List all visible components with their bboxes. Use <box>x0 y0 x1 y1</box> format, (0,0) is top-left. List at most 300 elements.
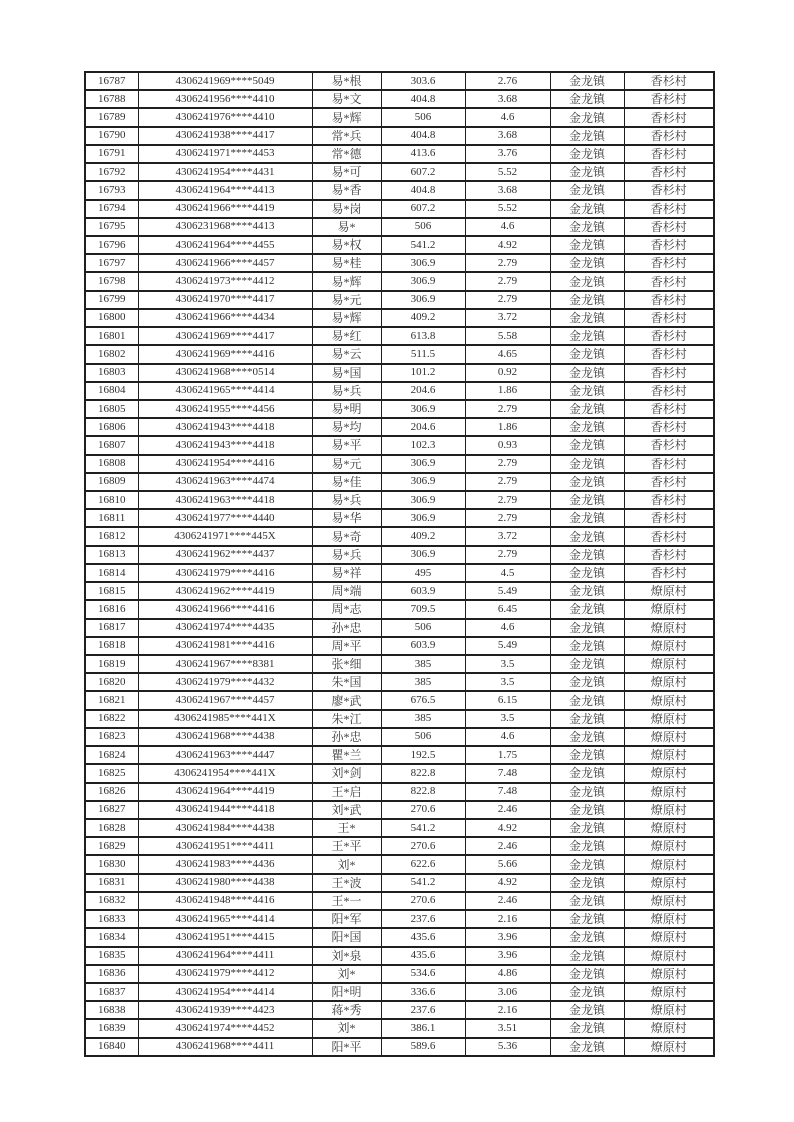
village-cell: 香杉村 <box>624 272 714 290</box>
secondary-amount-cell: 5.49 <box>465 582 550 600</box>
town-cell: 金龙镇 <box>550 728 624 746</box>
table-row <box>85 145 714 163</box>
amount-cell: 306.9 <box>381 291 465 309</box>
secondary-amount-cell: 3.5 <box>465 710 550 728</box>
village-cell: 燎原村 <box>624 691 714 709</box>
serial-number-cell: 16836 <box>85 965 138 983</box>
table-row <box>85 746 714 764</box>
table-row <box>85 728 714 746</box>
table-row <box>85 801 714 819</box>
village-cell: 香杉村 <box>624 181 714 199</box>
masked-id-cell: 4306241985****441X <box>138 710 312 728</box>
village-cell: 燎原村 <box>624 582 714 600</box>
masked-name-cell: 易* <box>312 218 381 236</box>
village-cell: 香杉村 <box>624 400 714 418</box>
masked-id-cell: 4306241974****4435 <box>138 619 312 637</box>
amount-cell: 435.6 <box>381 928 465 946</box>
serial-number-cell: 16807 <box>85 436 138 454</box>
amount-cell: 541.2 <box>381 236 465 254</box>
serial-number-cell: 16830 <box>85 855 138 873</box>
masked-name-cell: 孙*忠 <box>312 728 381 746</box>
table-row <box>85 418 714 436</box>
secondary-amount-cell: 2.16 <box>465 1001 550 1019</box>
table-row <box>85 947 714 965</box>
masked-name-cell: 阳*国 <box>312 928 381 946</box>
masked-id-cell: 4306241955****4456 <box>138 400 312 418</box>
village-cell: 燎原村 <box>624 874 714 892</box>
serial-number-cell: 16832 <box>85 892 138 910</box>
amount-cell: 409.2 <box>381 309 465 327</box>
town-cell: 金龙镇 <box>550 582 624 600</box>
amount-cell: 204.6 <box>381 418 465 436</box>
masked-id-cell: 4306241973****4412 <box>138 272 312 290</box>
masked-name-cell: 阳*军 <box>312 910 381 928</box>
masked-name-cell: 王*波 <box>312 874 381 892</box>
amount-cell: 495 <box>381 564 465 582</box>
serial-number-cell: 16798 <box>85 272 138 290</box>
serial-number-cell: 16803 <box>85 364 138 382</box>
amount-cell: 404.8 <box>381 181 465 199</box>
town-cell: 金龙镇 <box>550 163 624 181</box>
table-row <box>85 582 714 600</box>
village-cell: 香杉村 <box>624 291 714 309</box>
serial-number-cell: 16815 <box>85 582 138 600</box>
masked-id-cell: 4306241971****445X <box>138 527 312 545</box>
serial-number-cell: 16812 <box>85 527 138 545</box>
masked-name-cell: 易*平 <box>312 436 381 454</box>
secondary-amount-cell: 6.15 <box>465 691 550 709</box>
table-row <box>85 527 714 545</box>
serial-number-cell: 16816 <box>85 600 138 618</box>
secondary-amount-cell: 7.48 <box>465 783 550 801</box>
town-cell: 金龙镇 <box>550 1038 624 1056</box>
town-cell: 金龙镇 <box>550 236 624 254</box>
masked-name-cell: 廖*武 <box>312 691 381 709</box>
village-cell: 香杉村 <box>624 218 714 236</box>
masked-id-cell: 4306241964****4455 <box>138 236 312 254</box>
secondary-amount-cell: 5.52 <box>465 163 550 181</box>
village-cell: 香杉村 <box>624 527 714 545</box>
serial-number-cell: 16801 <box>85 327 138 345</box>
amount-cell: 511.5 <box>381 345 465 363</box>
village-cell: 燎原村 <box>624 637 714 655</box>
masked-name-cell: 易*辉 <box>312 272 381 290</box>
amount-cell: 613.8 <box>381 327 465 345</box>
masked-name-cell: 易*奇 <box>312 527 381 545</box>
village-cell: 香杉村 <box>624 473 714 491</box>
table-row <box>85 655 714 673</box>
secondary-amount-cell: 4.6 <box>465 728 550 746</box>
masked-id-cell: 4306241967****8381 <box>138 655 312 673</box>
village-cell: 燎原村 <box>624 710 714 728</box>
serial-number-cell: 16802 <box>85 345 138 363</box>
town-cell: 金龙镇 <box>550 218 624 236</box>
serial-number-cell: 16799 <box>85 291 138 309</box>
village-cell: 香杉村 <box>624 145 714 163</box>
masked-id-cell: 4306241966****4457 <box>138 254 312 272</box>
table-row <box>85 72 714 90</box>
table-row <box>85 910 714 928</box>
amount-cell: 822.8 <box>381 764 465 782</box>
town-cell: 金龙镇 <box>550 819 624 837</box>
masked-name-cell: 周*端 <box>312 582 381 600</box>
serial-number-cell: 16840 <box>85 1038 138 1056</box>
village-cell: 香杉村 <box>624 418 714 436</box>
serial-number-cell: 16800 <box>85 309 138 327</box>
village-cell: 燎原村 <box>624 855 714 873</box>
village-cell: 香杉村 <box>624 309 714 327</box>
secondary-amount-cell: 4.6 <box>465 218 550 236</box>
masked-name-cell: 刘*武 <box>312 801 381 819</box>
masked-id-cell: 4306241981****4416 <box>138 637 312 655</box>
table-row <box>85 892 714 910</box>
secondary-amount-cell: 2.46 <box>465 801 550 819</box>
amount-cell: 386.1 <box>381 1019 465 1037</box>
masked-name-cell: 易*桂 <box>312 254 381 272</box>
amount-cell: 709.5 <box>381 600 465 618</box>
table-row <box>85 163 714 181</box>
secondary-amount-cell: 3.51 <box>465 1019 550 1037</box>
town-cell: 金龙镇 <box>550 746 624 764</box>
secondary-amount-cell: 2.79 <box>465 546 550 564</box>
amount-cell: 409.2 <box>381 527 465 545</box>
secondary-amount-cell: 3.06 <box>465 983 550 1001</box>
table-row <box>85 236 714 254</box>
town-cell: 金龙镇 <box>550 72 624 90</box>
masked-name-cell: 刘*剑 <box>312 764 381 782</box>
masked-id-cell: 4306241939****4423 <box>138 1001 312 1019</box>
table-row <box>85 837 714 855</box>
town-cell: 金龙镇 <box>550 637 624 655</box>
table-row <box>85 509 714 527</box>
amount-cell: 385 <box>381 655 465 673</box>
serial-number-cell: 16837 <box>85 983 138 1001</box>
secondary-amount-cell: 1.86 <box>465 382 550 400</box>
town-cell: 金龙镇 <box>550 965 624 983</box>
town-cell: 金龙镇 <box>550 764 624 782</box>
amount-cell: 506 <box>381 108 465 126</box>
village-cell: 燎原村 <box>624 819 714 837</box>
village-cell: 香杉村 <box>624 436 714 454</box>
amount-cell: 506 <box>381 728 465 746</box>
table-row <box>85 382 714 400</box>
village-cell: 燎原村 <box>624 801 714 819</box>
masked-name-cell: 易*均 <box>312 418 381 436</box>
table-row <box>85 473 714 491</box>
secondary-amount-cell: 2.79 <box>465 473 550 491</box>
masked-id-cell: 4306241968****4438 <box>138 728 312 746</box>
table-row <box>85 546 714 564</box>
masked-name-cell: 易*元 <box>312 291 381 309</box>
masked-id-cell: 4306231968****4413 <box>138 218 312 236</box>
masked-name-cell: 王* <box>312 819 381 837</box>
serial-number-cell: 16809 <box>85 473 138 491</box>
masked-id-cell: 4306241966****4434 <box>138 309 312 327</box>
amount-cell: 404.8 <box>381 90 465 108</box>
village-cell: 燎原村 <box>624 983 714 1001</box>
amount-cell: 336.6 <box>381 983 465 1001</box>
amount-cell: 676.5 <box>381 691 465 709</box>
secondary-amount-cell: 2.79 <box>465 491 550 509</box>
amount-cell: 306.9 <box>381 400 465 418</box>
secondary-amount-cell: 6.45 <box>465 600 550 618</box>
table-row <box>85 181 714 199</box>
town-cell: 金龙镇 <box>550 272 624 290</box>
masked-id-cell: 4306241966****4419 <box>138 200 312 218</box>
table-row <box>85 364 714 382</box>
secondary-amount-cell: 2.16 <box>465 910 550 928</box>
secondary-amount-cell: 2.46 <box>465 837 550 855</box>
village-cell: 香杉村 <box>624 72 714 90</box>
masked-name-cell: 易*文 <box>312 90 381 108</box>
secondary-amount-cell: 4.92 <box>465 874 550 892</box>
town-cell: 金龙镇 <box>550 108 624 126</box>
serial-number-cell: 16792 <box>85 163 138 181</box>
table-row <box>85 637 714 655</box>
masked-id-cell: 4306241948****4416 <box>138 892 312 910</box>
masked-name-cell: 易*祥 <box>312 564 381 582</box>
town-cell: 金龙镇 <box>550 181 624 199</box>
town-cell: 金龙镇 <box>550 874 624 892</box>
town-cell: 金龙镇 <box>550 783 624 801</box>
masked-id-cell: 4306241979****4412 <box>138 965 312 983</box>
masked-name-cell: 周*平 <box>312 637 381 655</box>
table-row <box>85 1038 714 1056</box>
town-cell: 金龙镇 <box>550 200 624 218</box>
town-cell: 金龙镇 <box>550 127 624 145</box>
masked-id-cell: 4306241954****4416 <box>138 455 312 473</box>
masked-name-cell: 周*志 <box>312 600 381 618</box>
town-cell: 金龙镇 <box>550 673 624 691</box>
masked-name-cell: 易*辉 <box>312 309 381 327</box>
masked-name-cell: 王*平 <box>312 837 381 855</box>
town-cell: 金龙镇 <box>550 1019 624 1037</box>
amount-cell: 506 <box>381 619 465 637</box>
amount-cell: 303.6 <box>381 72 465 90</box>
table-row <box>85 309 714 327</box>
secondary-amount-cell: 3.72 <box>465 309 550 327</box>
amount-cell: 306.9 <box>381 491 465 509</box>
masked-name-cell: 易*兵 <box>312 546 381 564</box>
amount-cell: 306.9 <box>381 272 465 290</box>
amount-cell: 607.2 <box>381 200 465 218</box>
serial-number-cell: 16795 <box>85 218 138 236</box>
village-cell: 香杉村 <box>624 382 714 400</box>
village-cell: 燎原村 <box>624 619 714 637</box>
village-cell: 香杉村 <box>624 491 714 509</box>
masked-name-cell: 易*兵 <box>312 382 381 400</box>
masked-name-cell: 刘* <box>312 855 381 873</box>
serial-number-cell: 16805 <box>85 400 138 418</box>
secondary-amount-cell: 5.52 <box>465 200 550 218</box>
town-cell: 金龙镇 <box>550 947 624 965</box>
secondary-amount-cell: 2.79 <box>465 291 550 309</box>
masked-id-cell: 4306241951****4411 <box>138 837 312 855</box>
town-cell: 金龙镇 <box>550 801 624 819</box>
masked-id-cell: 4306241974****4452 <box>138 1019 312 1037</box>
masked-id-cell: 4306241969****4417 <box>138 327 312 345</box>
secondary-amount-cell: 2.79 <box>465 400 550 418</box>
secondary-amount-cell: 2.46 <box>465 892 550 910</box>
masked-name-cell: 常*兵 <box>312 127 381 145</box>
amount-cell: 270.6 <box>381 801 465 819</box>
secondary-amount-cell: 4.5 <box>465 564 550 582</box>
village-cell: 燎原村 <box>624 673 714 691</box>
village-cell: 燎原村 <box>624 947 714 965</box>
village-cell: 燎原村 <box>624 892 714 910</box>
town-cell: 金龙镇 <box>550 655 624 673</box>
masked-id-cell: 4306241977****4440 <box>138 509 312 527</box>
secondary-amount-cell: 4.6 <box>465 108 550 126</box>
masked-id-cell: 4306241938****4417 <box>138 127 312 145</box>
secondary-amount-cell: 3.68 <box>465 181 550 199</box>
town-cell: 金龙镇 <box>550 309 624 327</box>
serial-number-cell: 16821 <box>85 691 138 709</box>
serial-number-cell: 16818 <box>85 637 138 655</box>
secondary-amount-cell: 0.93 <box>465 436 550 454</box>
table-row <box>85 90 714 108</box>
secondary-amount-cell: 3.96 <box>465 928 550 946</box>
secondary-amount-cell: 2.79 <box>465 455 550 473</box>
secondary-amount-cell: 2.79 <box>465 272 550 290</box>
town-cell: 金龙镇 <box>550 1001 624 1019</box>
table-row <box>85 291 714 309</box>
masked-id-cell: 4306241979****4432 <box>138 673 312 691</box>
town-cell: 金龙镇 <box>550 691 624 709</box>
secondary-amount-cell: 0.92 <box>465 364 550 382</box>
serial-number-cell: 16814 <box>85 564 138 582</box>
table-row <box>85 108 714 126</box>
amount-cell: 102.3 <box>381 436 465 454</box>
amount-cell: 603.9 <box>381 582 465 600</box>
amount-cell: 237.6 <box>381 1001 465 1019</box>
town-cell: 金龙镇 <box>550 491 624 509</box>
amount-cell: 270.6 <box>381 892 465 910</box>
serial-number-cell: 16790 <box>85 127 138 145</box>
secondary-amount-cell: 4.6 <box>465 619 550 637</box>
village-cell: 香杉村 <box>624 455 714 473</box>
masked-name-cell: 易*明 <box>312 400 381 418</box>
table-row <box>85 691 714 709</box>
serial-number-cell: 16825 <box>85 764 138 782</box>
serial-number-cell: 16796 <box>85 236 138 254</box>
serial-number-cell: 16823 <box>85 728 138 746</box>
amount-cell: 385 <box>381 710 465 728</box>
masked-id-cell: 4306241979****4416 <box>138 564 312 582</box>
village-cell: 香杉村 <box>624 127 714 145</box>
table-row <box>85 928 714 946</box>
serial-number-cell: 16788 <box>85 90 138 108</box>
serial-number-cell: 16811 <box>85 509 138 527</box>
town-cell: 金龙镇 <box>550 928 624 946</box>
secondary-amount-cell: 4.86 <box>465 965 550 983</box>
village-cell: 香杉村 <box>624 236 714 254</box>
masked-id-cell: 4306241954****4414 <box>138 983 312 1001</box>
village-cell: 香杉村 <box>624 200 714 218</box>
town-cell: 金龙镇 <box>550 546 624 564</box>
masked-name-cell: 易*根 <box>312 72 381 90</box>
town-cell: 金龙镇 <box>550 564 624 582</box>
serial-number-cell: 16787 <box>85 72 138 90</box>
serial-number-cell: 16838 <box>85 1001 138 1019</box>
masked-name-cell: 易*云 <box>312 345 381 363</box>
town-cell: 金龙镇 <box>550 418 624 436</box>
masked-name-cell: 张*细 <box>312 655 381 673</box>
village-cell: 燎原村 <box>624 746 714 764</box>
town-cell: 金龙镇 <box>550 619 624 637</box>
masked-name-cell: 刘*泉 <box>312 947 381 965</box>
serial-number-cell: 16817 <box>85 619 138 637</box>
town-cell: 金龙镇 <box>550 90 624 108</box>
masked-id-cell: 4306241980****4438 <box>138 874 312 892</box>
village-cell: 燎原村 <box>624 600 714 618</box>
town-cell: 金龙镇 <box>550 527 624 545</box>
village-cell: 燎原村 <box>624 910 714 928</box>
table-row <box>85 200 714 218</box>
secondary-amount-cell: 2.76 <box>465 72 550 90</box>
masked-id-cell: 4306241969****4416 <box>138 345 312 363</box>
serial-number-cell: 16808 <box>85 455 138 473</box>
masked-name-cell: 刘* <box>312 965 381 983</box>
table-row <box>85 783 714 801</box>
serial-number-cell: 16834 <box>85 928 138 946</box>
masked-name-cell: 阳*明 <box>312 983 381 1001</box>
serial-number-cell: 16835 <box>85 947 138 965</box>
serial-number-cell: 16820 <box>85 673 138 691</box>
table-row <box>85 819 714 837</box>
secondary-amount-cell: 3.5 <box>465 673 550 691</box>
masked-name-cell: 易*权 <box>312 236 381 254</box>
records-table-body <box>85 72 714 1056</box>
town-cell: 金龙镇 <box>550 710 624 728</box>
town-cell: 金龙镇 <box>550 509 624 527</box>
table-row <box>85 455 714 473</box>
secondary-amount-cell: 3.5 <box>465 655 550 673</box>
masked-name-cell: 蒋*秀 <box>312 1001 381 1019</box>
masked-id-cell: 4306241967****4457 <box>138 691 312 709</box>
amount-cell: 306.9 <box>381 254 465 272</box>
secondary-amount-cell: 3.72 <box>465 527 550 545</box>
masked-name-cell: 易*红 <box>312 327 381 345</box>
masked-id-cell: 4306241968****4411 <box>138 1038 312 1056</box>
table-row <box>85 254 714 272</box>
serial-number-cell: 16789 <box>85 108 138 126</box>
table-row <box>85 965 714 983</box>
masked-id-cell: 4306241963****4474 <box>138 473 312 491</box>
serial-number-cell: 16824 <box>85 746 138 764</box>
serial-number-cell: 16827 <box>85 801 138 819</box>
town-cell: 金龙镇 <box>550 145 624 163</box>
masked-name-cell: 易*元 <box>312 455 381 473</box>
village-cell: 香杉村 <box>624 254 714 272</box>
masked-id-cell: 4306241965****4414 <box>138 910 312 928</box>
amount-cell: 306.9 <box>381 473 465 491</box>
serial-number-cell: 16831 <box>85 874 138 892</box>
village-cell: 燎原村 <box>624 928 714 946</box>
town-cell: 金龙镇 <box>550 400 624 418</box>
masked-name-cell: 朱*国 <box>312 673 381 691</box>
town-cell: 金龙镇 <box>550 910 624 928</box>
serial-number-cell: 16839 <box>85 1019 138 1037</box>
table-row <box>85 400 714 418</box>
table-row <box>85 874 714 892</box>
serial-number-cell: 16804 <box>85 382 138 400</box>
masked-name-cell: 易*佳 <box>312 473 381 491</box>
masked-id-cell: 4306241965****4414 <box>138 382 312 400</box>
masked-id-cell: 4306241966****4416 <box>138 600 312 618</box>
table-row <box>85 327 714 345</box>
secondary-amount-cell: 1.86 <box>465 418 550 436</box>
